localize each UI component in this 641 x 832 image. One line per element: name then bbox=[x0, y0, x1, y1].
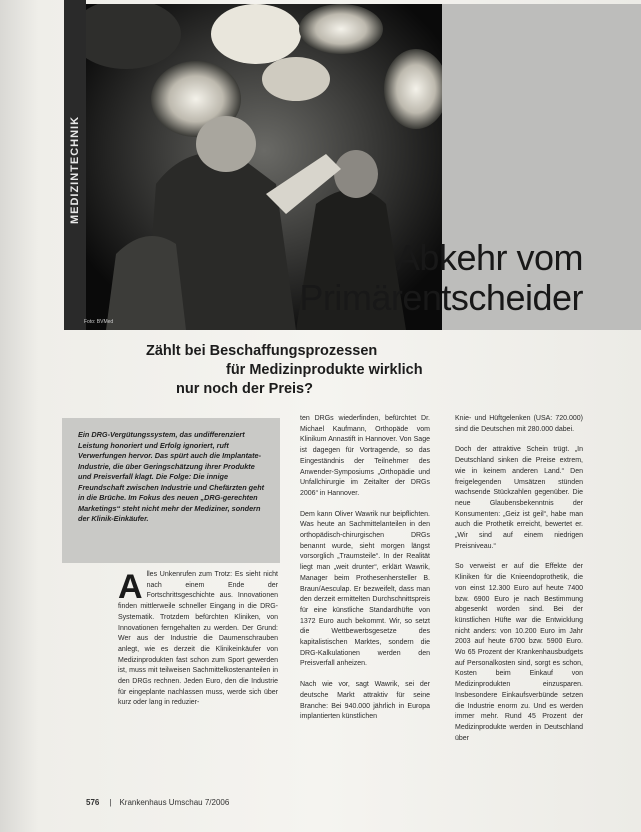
drop-cap: A bbox=[118, 568, 143, 606]
page-number: 576 bbox=[86, 798, 100, 807]
column-3-paragraph-1: Knie- und Hüftgelenken (USA: 720.000) sind die Deutschen mit 280.000 dabei. bbox=[455, 415, 583, 433]
column-3-paragraph-3: So verweist er auf die Effekte der Kliniken für die Knieendoprothetik, die von einst 12.300 Euro auf heute 7400 bzw. 6900 Euro je nach Bestimmung abgesenkt worden sind. Bei der künstlichen Hüfte war die Entwicklung nicht anders: von 10.200 Euro im Jahr 2003 auf heute 6700 bzw. 5900 Euro. Wo 65 Prozent der Krankenhausbudgets auf Personalkosten sind, sorgt es schon, Kosten beim Einkauf von Medizinprodukten einzusparen. Insbesondere Einkaufsverbünde setzen die Industrie enorm zu. Und es werden immer mehr. Rund 45 Prozent der Medizinprodukte werden in Deutschland über bbox=[455, 563, 583, 742]
column-1 bbox=[118, 570, 278, 719]
subhead-line-1: Zählt bei Beschaffungsprozessen bbox=[146, 343, 378, 359]
page-footer bbox=[86, 798, 229, 807]
column-2-paragraph-1: ten DRGs wiederfinden, befürchtet Dr. Michael Kaufmann, Orthopäde vom Klinikum Annastift in Hannover. Von Sage ist dagegen für Vortragende, so das Eingeständnis der Teilnehmer des Anwender-Symposiums „Orthopädie und Unfallchirurgie im Zeitalter der DRGs 2006“ in Hannover. bbox=[300, 415, 430, 497]
footer-separator: | bbox=[109, 798, 112, 807]
column-2-paragraph-3: Nach wie vor, sagt Wawrik, sei der deutsche Markt attraktiv für seine Branche: Bei 940.000 jährlich in Europa implantierten künstlichen bbox=[300, 681, 430, 721]
column-3-paragraph-2: Doch der attraktive Schein trügt. „In Deutschland sinken die Preise extrem, wie in keinem anderen Land.“ Den freigelegenden Umsätzen stünden wachsende Stückzahlen gegenüber. Die neue Glaubensbekenntnis der Konsumenten: „Geiz ist geil“, habe man auch die Prothetik erreicht, bewertet er. „Wir sind auf einem niedrigen Preisniveau.“ bbox=[455, 446, 583, 550]
headline-line-2: Primärentscheider bbox=[299, 277, 583, 318]
column-2-paragraph-2: Dem kann Oliver Wawrik nur beipflichten. Was heute an Sachmittelanteilen in den orthopädisch-chirurgischen DRGs benannt wurde, sieht morgen längst vorsorglich „Traumsteile“. In der Realität liegt man „weit drunter“, erklärt Wawrik, Manager beim Prothesenhersteller B. Braun/Aesculap. Er bezweifelt, dass man den derzeit ermittelten Durchschnittspreis für eine künstliche Standardhüfte von 1372 Euro auch bekommt. Wir, so setzt die Wettbewerbsgesetze des kapitalistischen Marktes, sondern die DRG-Kalkulationen werden den Preisverfall anheizen. bbox=[300, 510, 430, 668]
column-2 bbox=[300, 414, 430, 733]
photo-credit: Foto: BVMed bbox=[84, 319, 114, 325]
section-label: MEDIZINTECHNIK bbox=[69, 115, 82, 225]
journal-name: Krankenhaus Umschau 7/2006 bbox=[119, 798, 230, 807]
subhead-line-3: nur noch der Preis? bbox=[176, 381, 313, 397]
column-1-text: lles Unkenrufen zum Trotz: Es sieht nicht nach einem Ende der Fortschrittsgeschichte aus. Innovationen finden mittlerweile schneller Eingang in die DRG-Systematik. Trotzdem befürchten Kliniken, von Innovationen ferngehalten zu werden. Der Grund: Wer aus der Industrie die Daumenschrauben anlegt, wie es derzeit die Klinikeinkäufer von Medizinprodukten fast schon zum Sport gewerden ist, muss mit teilweisen Sachmittelkostenanteilen in den DRGs rechnen. Jeden Euro, den die Industrie für eingeplante nachlassen muss, werde sich über kurz oder lang in reduzier- bbox=[118, 571, 278, 707]
headline-line-1: Abkehr vom bbox=[395, 237, 583, 278]
subheadline bbox=[118, 342, 518, 399]
column-3 bbox=[455, 414, 583, 754]
headline bbox=[299, 238, 583, 318]
intro-box bbox=[62, 418, 280, 563]
subhead-line-2: für Medizinprodukte wirklich bbox=[226, 362, 423, 378]
intro-text: Ein DRG-Vergütungssystem, das undifferenziert Leistung honoriert und Erfolg ignoriert, ruft Verwerfungen hervor. Das spürt auch die Implantate-Industrie, die über Geringschätzung ihrer Produkte und Preisverfall klagt. Die Folge: Die innige Freundschaft zwischen Industrie und Chefärzten geht in die Brüche. Im Fokus des neuen „DRG-gerechten Marketings“ steht nicht mehr der Mediziner, sondern der Klinik-Einkäufer. bbox=[78, 430, 265, 523]
